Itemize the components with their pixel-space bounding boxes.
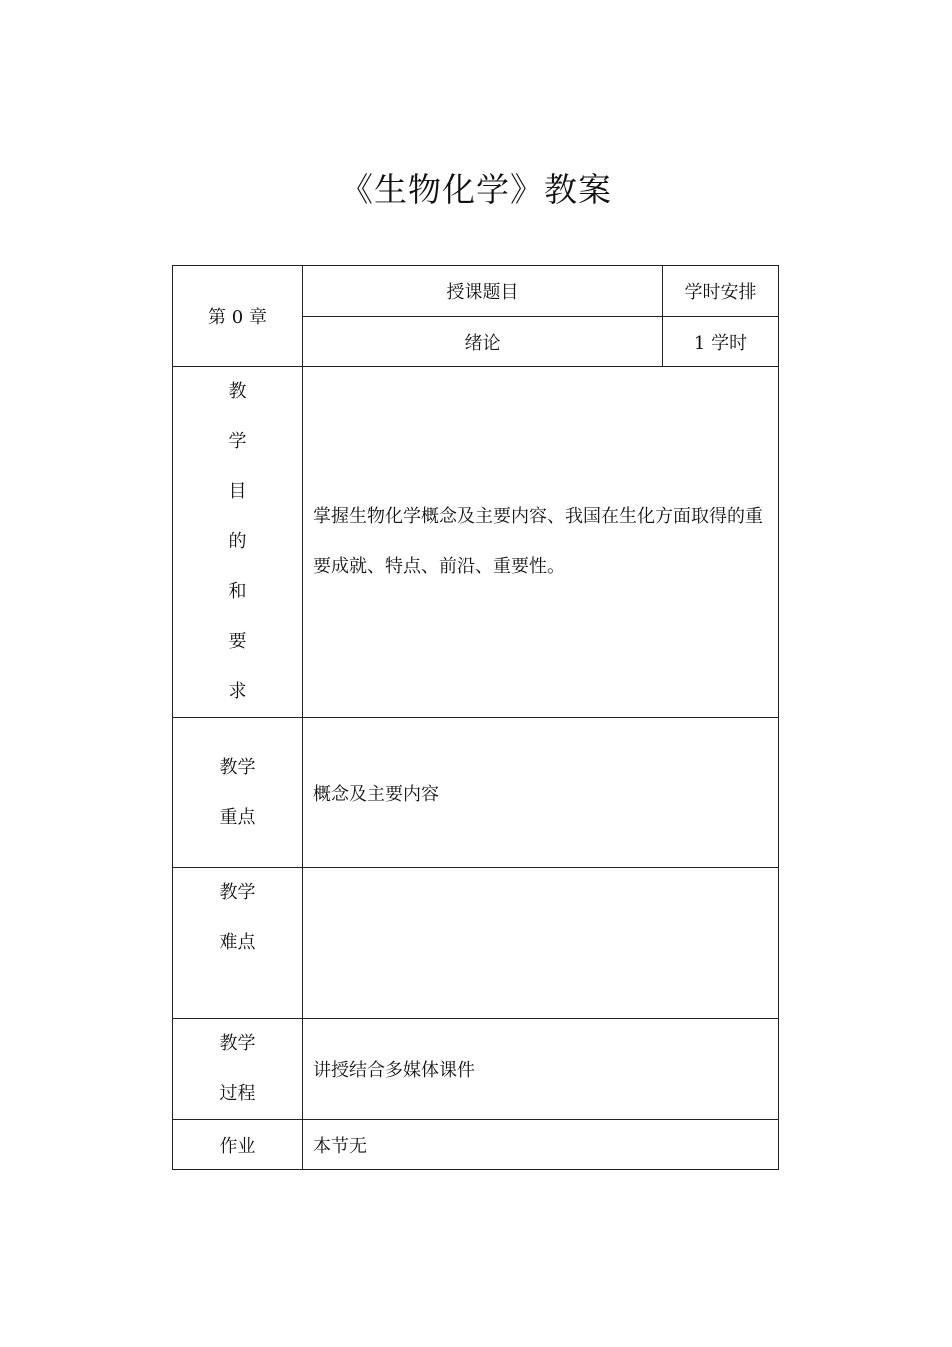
objectives-label-cell [173, 367, 303, 718]
difficulties-content-cell [303, 868, 779, 1019]
document-title: 《生物化学》教案 [340, 170, 612, 209]
objectives-label-char: 求 [228, 681, 247, 702]
difficulties-label-line: 难点 [219, 932, 256, 953]
process-label-line: 过程 [219, 1083, 256, 1104]
header-row-labels [173, 266, 779, 317]
difficulties-label-line: 教学 [219, 882, 256, 903]
key-points-label-line: 重点 [219, 806, 256, 828]
homework-content-cell: 本节无 [303, 1120, 779, 1170]
objectives-content-cell [303, 367, 779, 718]
homework-row [173, 1120, 779, 1170]
process-label-cell [173, 1019, 303, 1120]
key-points-row [173, 718, 779, 868]
objectives-row [173, 367, 779, 718]
topic-label-cell: 授课题目 [303, 266, 663, 317]
process-label-line: 教学 [219, 1033, 256, 1054]
key-points-content-cell: 概念及主要内容 [303, 718, 779, 868]
hours-label-cell: 学时安排 [663, 266, 779, 317]
objectives-label-char: 的 [228, 531, 247, 552]
homework-label-cell: 作业 [173, 1120, 303, 1170]
process-row [173, 1019, 779, 1120]
objectives-label-char: 教 [228, 381, 247, 402]
difficulties-row [173, 868, 779, 1019]
key-points-label-line: 教学 [219, 756, 256, 778]
chapter-cell: 第 0 章 [173, 266, 303, 367]
lesson-plan-table [172, 265, 779, 1170]
hours-value-cell: 1 学时 [663, 317, 779, 367]
topic-value-cell: 绪论 [303, 317, 663, 367]
objectives-label-char: 和 [228, 581, 247, 602]
key-points-label-cell [173, 718, 303, 868]
objectives-label-char: 学 [228, 431, 247, 452]
objectives-label-char: 目 [228, 481, 247, 502]
objectives-label-char: 要 [228, 631, 247, 652]
process-content-cell: 讲授结合多媒体课件 [303, 1019, 779, 1120]
difficulties-label-cell [173, 868, 303, 1019]
objectives-text: 掌握生物化学概念及主要内容、我国在生化方面取得的重要成就、特点、前沿、重要性。 [313, 506, 763, 577]
